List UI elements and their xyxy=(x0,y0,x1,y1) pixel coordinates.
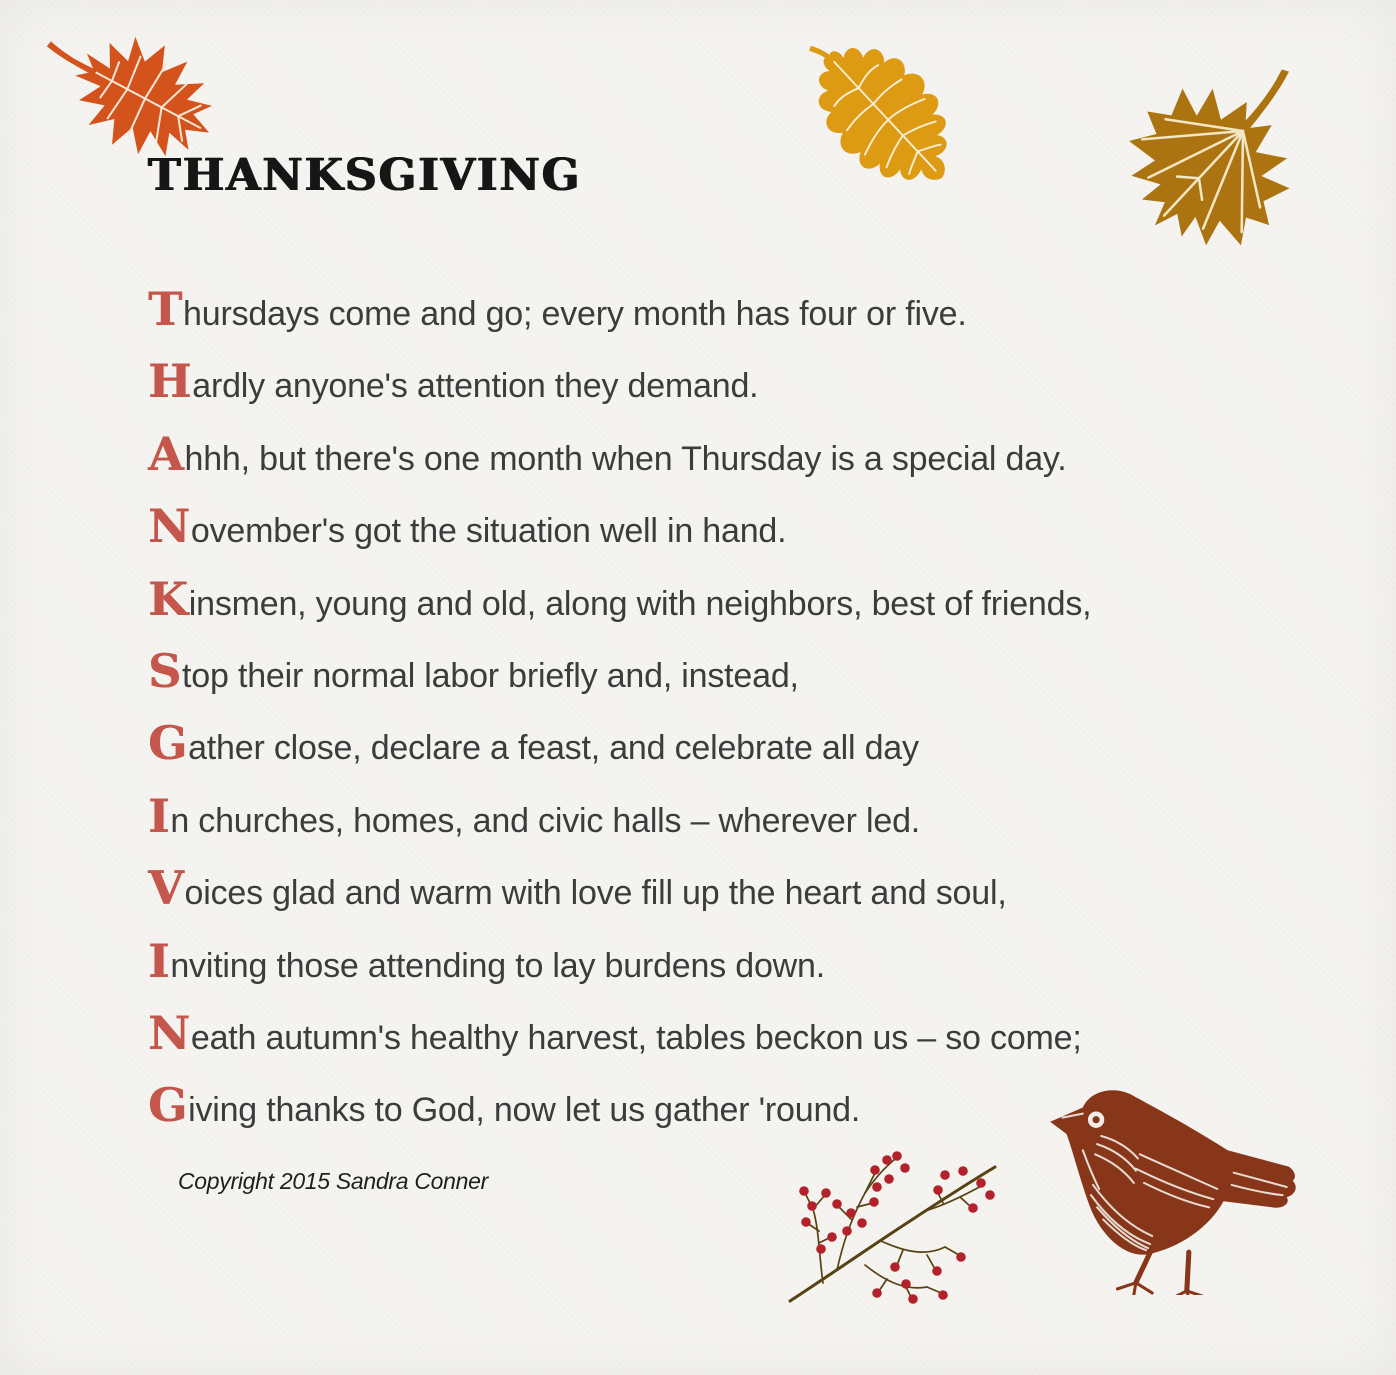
acrostic-initial: G xyxy=(148,1078,188,1133)
poem-line xyxy=(148,638,1091,710)
poem-line-text: top their normal labor briefly and, instead, xyxy=(182,657,799,696)
acrostic-initial: I xyxy=(148,788,170,843)
acrostic-initial: I xyxy=(148,933,170,988)
poem-line-text: hhh, but there's one month when Thursday is a special day. xyxy=(184,439,1067,478)
poem-line xyxy=(148,493,1091,565)
poem-line-text: ovember's got the situation well in hand. xyxy=(190,512,787,551)
poem-line xyxy=(148,783,1091,855)
berry-branch-icon xyxy=(785,1133,1000,1308)
acrostic-initial: N xyxy=(148,1006,190,1061)
acrostic-initial: K xyxy=(148,571,188,626)
poem xyxy=(148,276,1091,1145)
poem-line xyxy=(148,421,1091,493)
copyright-text: Copyright 2015 Sandra Conner xyxy=(178,1168,488,1194)
poem-line-text: eath autumn's healthy harvest, tables beckon us – so come; xyxy=(190,1019,1082,1058)
acrostic-initial: G xyxy=(148,716,188,771)
poem-line xyxy=(148,1000,1091,1072)
poem-line-text: nviting those attending to lay burdens down. xyxy=(170,946,825,985)
page-title: THANKSGIVING xyxy=(148,150,582,201)
acrostic-initial: A xyxy=(148,426,184,481)
poem-line-text: ardly anyone's attention they demand. xyxy=(192,367,759,406)
poem-line xyxy=(148,928,1091,1000)
poem-line-text: oices glad and warm with love fill up the heart and soul, xyxy=(184,874,1007,913)
maple-leaf-icon xyxy=(1090,15,1359,286)
poem-line-text: hursdays come and go; every month has four or five. xyxy=(183,295,967,333)
poem-line-text: ather close, declare a feast, and celebrate all day xyxy=(188,729,919,768)
poem-line xyxy=(148,276,1091,348)
acrostic-initial: V xyxy=(148,861,184,916)
poem-line-text: iving thanks to God, now let us gather 'round. xyxy=(188,1091,861,1130)
acrostic-initial: T xyxy=(148,282,183,336)
poem-line xyxy=(148,566,1091,638)
poem-line xyxy=(148,710,1091,782)
acrostic-initial: S xyxy=(148,644,182,699)
acrostic-initial: N xyxy=(148,499,190,554)
poem-line xyxy=(148,1072,1091,1144)
poem-line-text: n churches, homes, and civic halls – wherever led. xyxy=(170,801,921,840)
poem-line-text: insmen, young and old, along with neighbors, best of friends, xyxy=(188,584,1092,623)
poem-line xyxy=(148,348,1091,420)
acrostic-initial: H xyxy=(148,354,192,409)
oak-leaf-gold-icon xyxy=(771,0,990,222)
poem-line xyxy=(148,855,1091,927)
